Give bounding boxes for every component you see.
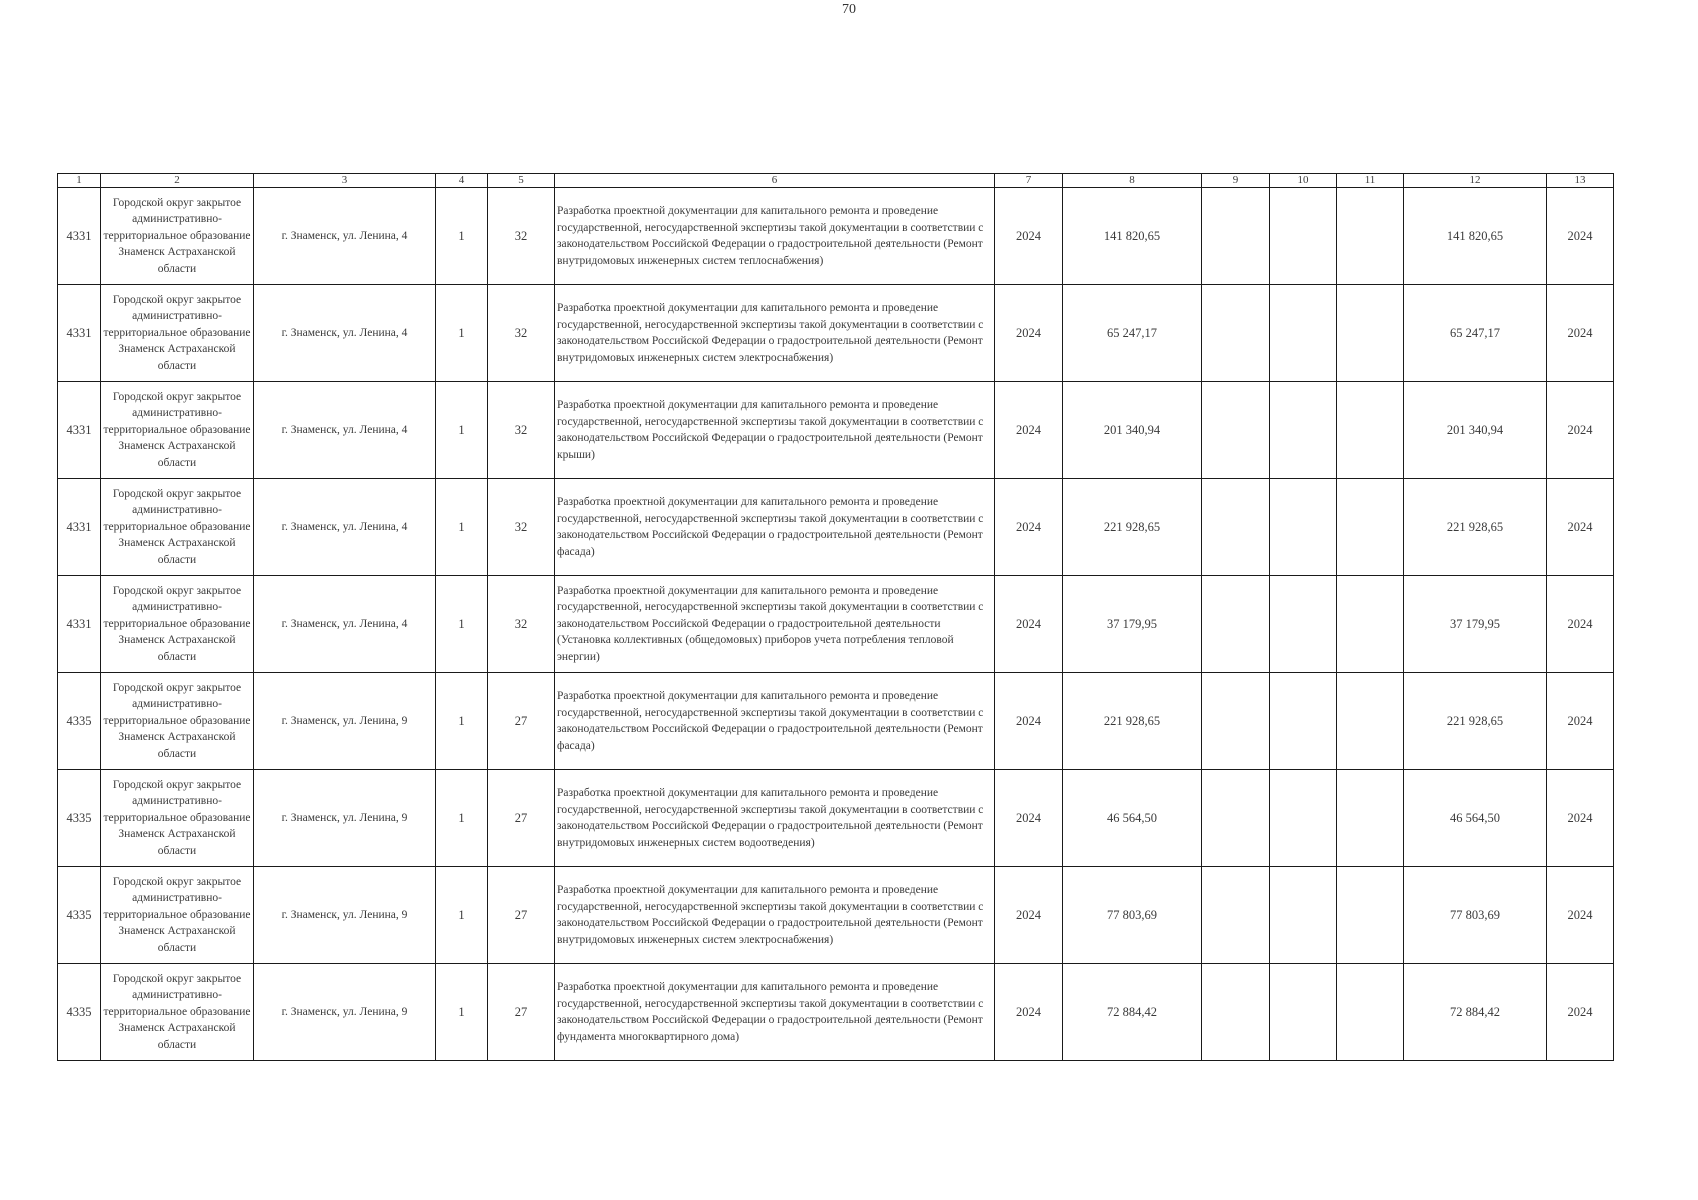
municipality-cell: Городской округ закрытое административно-территориальное образование Знаменск Астраханской области bbox=[101, 285, 254, 382]
column-4-cell: 1 bbox=[436, 770, 488, 867]
column-4-cell: 1 bbox=[436, 964, 488, 1061]
funding-amount-cell: 46 564,50 bbox=[1404, 770, 1547, 867]
funding-amount-cell: 77 803,69 bbox=[1404, 867, 1547, 964]
column-10-cell bbox=[1270, 479, 1337, 576]
table-body bbox=[58, 188, 1614, 1061]
funding-amount-cell: 72 884,42 bbox=[1404, 964, 1547, 1061]
funding-amount-cell: 65 247,17 bbox=[1404, 285, 1547, 382]
funding-amount-cell: 141 820,65 bbox=[1404, 188, 1547, 285]
total-cost-cell: 65 247,17 bbox=[1063, 285, 1202, 382]
column-11-cell bbox=[1337, 382, 1404, 479]
page-number: 70 bbox=[842, 2, 856, 17]
column-9-cell bbox=[1202, 964, 1270, 1061]
table-row bbox=[58, 576, 1614, 673]
column-10-cell bbox=[1270, 188, 1337, 285]
column-4-cell: 1 bbox=[436, 188, 488, 285]
column-header: 11 bbox=[1337, 174, 1404, 188]
column-11-cell bbox=[1337, 576, 1404, 673]
object-id-cell: 4335 bbox=[58, 867, 101, 964]
municipality-cell: Городской округ закрытое административно-территориальное образование Знаменск Астраханской области bbox=[101, 673, 254, 770]
total-cost-cell: 221 928,65 bbox=[1063, 673, 1202, 770]
column-number-row bbox=[58, 174, 1614, 188]
address-cell: г. Знаменск, ул. Ленина, 4 bbox=[254, 576, 436, 673]
table-row bbox=[58, 673, 1614, 770]
column-10-cell bbox=[1270, 770, 1337, 867]
table-row bbox=[58, 479, 1614, 576]
column-4-cell: 1 bbox=[436, 382, 488, 479]
work-description-cell: Разработка проектной документации для капитального ремонта и проведение государственной, негосударственной экспертизы такой документации в соответствии с законодательством Российской Федерации о градостроительной деятельности (Ремонт фасада) bbox=[555, 673, 995, 770]
address-cell: г. Знаменск, ул. Ленина, 4 bbox=[254, 479, 436, 576]
column-11-cell bbox=[1337, 188, 1404, 285]
year-cell: 2024 bbox=[995, 188, 1063, 285]
work-description-cell: Разработка проектной документации для капитального ремонта и проведение государственной, негосударственной экспертизы такой документации в соответствии с законодательством Российской Федерации о градостроительной деятельности (Ремонт фундамента многоквартирного дома) bbox=[555, 964, 995, 1061]
column-header: 4 bbox=[436, 174, 488, 188]
column-header: 3 bbox=[254, 174, 436, 188]
column-5-cell: 27 bbox=[488, 964, 555, 1061]
column-header: 5 bbox=[488, 174, 555, 188]
column-header: 2 bbox=[101, 174, 254, 188]
funding-amount-cell: 201 340,94 bbox=[1404, 382, 1547, 479]
total-cost-cell: 221 928,65 bbox=[1063, 479, 1202, 576]
column-5-cell: 32 bbox=[488, 576, 555, 673]
year-cell: 2024 bbox=[995, 285, 1063, 382]
column-10-cell bbox=[1270, 673, 1337, 770]
column-11-cell bbox=[1337, 285, 1404, 382]
year-cell: 2024 bbox=[995, 576, 1063, 673]
total-cost-cell: 201 340,94 bbox=[1063, 382, 1202, 479]
column-4-cell: 1 bbox=[436, 867, 488, 964]
column-header: 13 bbox=[1547, 174, 1614, 188]
total-cost-cell: 72 884,42 bbox=[1063, 964, 1202, 1061]
column-10-cell bbox=[1270, 576, 1337, 673]
work-description-cell: Разработка проектной документации для капитального ремонта и проведение государственной, негосударственной экспертизы такой документации в соответствии с законодательством Российской Федерации о градостроительной деятельности (Ремонт внутридомовых инженерных систем теплоснабжения) bbox=[555, 188, 995, 285]
column-10-cell bbox=[1270, 964, 1337, 1061]
total-cost-cell: 37 179,95 bbox=[1063, 576, 1202, 673]
column-9-cell bbox=[1202, 673, 1270, 770]
column-header: 9 bbox=[1202, 174, 1270, 188]
year-cell: 2024 bbox=[995, 382, 1063, 479]
address-cell: г. Знаменск, ул. Ленина, 9 bbox=[254, 673, 436, 770]
object-id-cell: 4331 bbox=[58, 382, 101, 479]
municipality-cell: Городской округ закрытое административно-территориальное образование Знаменск Астраханской области bbox=[101, 770, 254, 867]
column-9-cell bbox=[1202, 382, 1270, 479]
year-cell: 2024 bbox=[995, 479, 1063, 576]
completion-year-cell: 2024 bbox=[1547, 285, 1614, 382]
object-id-cell: 4335 bbox=[58, 964, 101, 1061]
column-4-cell: 1 bbox=[436, 673, 488, 770]
column-5-cell: 32 bbox=[488, 285, 555, 382]
completion-year-cell: 2024 bbox=[1547, 188, 1614, 285]
municipality-cell: Городской округ закрытое административно-территориальное образование Знаменск Астраханской области bbox=[101, 867, 254, 964]
work-description-cell: Разработка проектной документации для капитального ремонта и проведение государственной, негосударственной экспертизы такой документации в соответствии с законодательством Российской Федерации о градостроительной деятельности (Ремонт крыши) bbox=[555, 382, 995, 479]
table-row bbox=[58, 867, 1614, 964]
table-row bbox=[58, 285, 1614, 382]
table-row bbox=[58, 964, 1614, 1061]
work-description-cell: Разработка проектной документации для капитального ремонта и проведение государственной, негосударственной экспертизы такой документации в соответствии с законодательством Российской Федерации о градостроительной деятельности (Установка коллективных (общедомовых) приборов учета потребления тепловой энергии) bbox=[555, 576, 995, 673]
funding-amount-cell: 221 928,65 bbox=[1404, 673, 1547, 770]
object-id-cell: 4331 bbox=[58, 285, 101, 382]
column-header: 7 bbox=[995, 174, 1063, 188]
year-cell: 2024 bbox=[995, 673, 1063, 770]
column-header: 12 bbox=[1404, 174, 1547, 188]
total-cost-cell: 141 820,65 bbox=[1063, 188, 1202, 285]
total-cost-cell: 77 803,69 bbox=[1063, 867, 1202, 964]
object-id-cell: 4331 bbox=[58, 479, 101, 576]
funding-amount-cell: 37 179,95 bbox=[1404, 576, 1547, 673]
column-10-cell bbox=[1270, 382, 1337, 479]
column-10-cell bbox=[1270, 867, 1337, 964]
address-cell: г. Знаменск, ул. Ленина, 4 bbox=[254, 188, 436, 285]
work-description-cell: Разработка проектной документации для капитального ремонта и проведение государственной, негосударственной экспертизы такой документации в соответствии с законодательством Российской Федерации о градостроительной деятельности (Ремонт фасада) bbox=[555, 479, 995, 576]
address-cell: г. Знаменск, ул. Ленина, 9 bbox=[254, 964, 436, 1061]
column-5-cell: 27 bbox=[488, 770, 555, 867]
column-header: 8 bbox=[1063, 174, 1202, 188]
column-5-cell: 32 bbox=[488, 479, 555, 576]
registry-table bbox=[57, 173, 1614, 1061]
funding-amount-cell: 221 928,65 bbox=[1404, 479, 1547, 576]
address-cell: г. Знаменск, ул. Ленина, 9 bbox=[254, 867, 436, 964]
completion-year-cell: 2024 bbox=[1547, 770, 1614, 867]
municipality-cell: Городской округ закрытое административно-территориальное образование Знаменск Астраханской области bbox=[101, 479, 254, 576]
work-description-cell: Разработка проектной документации для капитального ремонта и проведение государственной, негосударственной экспертизы такой документации в соответствии с законодательством Российской Федерации о градостроительной деятельности (Ремонт внутридомовых инженерных систем водоотведения) bbox=[555, 770, 995, 867]
column-9-cell bbox=[1202, 867, 1270, 964]
completion-year-cell: 2024 bbox=[1547, 479, 1614, 576]
column-11-cell bbox=[1337, 964, 1404, 1061]
completion-year-cell: 2024 bbox=[1547, 964, 1614, 1061]
object-id-cell: 4335 bbox=[58, 673, 101, 770]
column-header: 6 bbox=[555, 174, 995, 188]
work-description-cell: Разработка проектной документации для капитального ремонта и проведение государственной, негосударственной экспертизы такой документации в соответствии с законодательством Российской Федерации о градостроительной деятельности (Ремонт внутридомовых инженерных систем электроснабжения) bbox=[555, 867, 995, 964]
column-9-cell bbox=[1202, 576, 1270, 673]
year-cell: 2024 bbox=[995, 770, 1063, 867]
year-cell: 2024 bbox=[995, 964, 1063, 1061]
year-cell: 2024 bbox=[995, 867, 1063, 964]
column-9-cell bbox=[1202, 285, 1270, 382]
total-cost-cell: 46 564,50 bbox=[1063, 770, 1202, 867]
completion-year-cell: 2024 bbox=[1547, 673, 1614, 770]
column-5-cell: 27 bbox=[488, 673, 555, 770]
column-header: 1 bbox=[58, 174, 101, 188]
column-11-cell bbox=[1337, 770, 1404, 867]
completion-year-cell: 2024 bbox=[1547, 867, 1614, 964]
address-cell: г. Знаменск, ул. Ленина, 9 bbox=[254, 770, 436, 867]
completion-year-cell: 2024 bbox=[1547, 382, 1614, 479]
municipality-cell: Городской округ закрытое административно-территориальное образование Знаменск Астраханской области bbox=[101, 964, 254, 1061]
completion-year-cell: 2024 bbox=[1547, 576, 1614, 673]
column-header: 10 bbox=[1270, 174, 1337, 188]
municipality-cell: Городской округ закрытое административно-территориальное образование Знаменск Астраханской области bbox=[101, 382, 254, 479]
column-4-cell: 1 bbox=[436, 285, 488, 382]
column-11-cell bbox=[1337, 673, 1404, 770]
column-10-cell bbox=[1270, 285, 1337, 382]
column-5-cell: 32 bbox=[488, 188, 555, 285]
table-row bbox=[58, 770, 1614, 867]
column-11-cell bbox=[1337, 479, 1404, 576]
column-4-cell: 1 bbox=[436, 576, 488, 673]
table-row bbox=[58, 382, 1614, 479]
column-11-cell bbox=[1337, 867, 1404, 964]
object-id-cell: 4331 bbox=[58, 188, 101, 285]
municipality-cell: Городской округ закрытое административно-территориальное образование Знаменск Астраханской области bbox=[101, 188, 254, 285]
column-5-cell: 27 bbox=[488, 867, 555, 964]
object-id-cell: 4331 bbox=[58, 576, 101, 673]
object-id-cell: 4335 bbox=[58, 770, 101, 867]
column-9-cell bbox=[1202, 479, 1270, 576]
table-row bbox=[58, 188, 1614, 285]
column-4-cell: 1 bbox=[436, 479, 488, 576]
column-9-cell bbox=[1202, 770, 1270, 867]
work-description-cell: Разработка проектной документации для капитального ремонта и проведение государственной, негосударственной экспертизы такой документации в соответствии с законодательством Российской Федерации о градостроительной деятельности (Ремонт внутридомовых инженерных систем электроснабжения) bbox=[555, 285, 995, 382]
column-5-cell: 32 bbox=[488, 382, 555, 479]
column-9-cell bbox=[1202, 188, 1270, 285]
address-cell: г. Знаменск, ул. Ленина, 4 bbox=[254, 285, 436, 382]
address-cell: г. Знаменск, ул. Ленина, 4 bbox=[254, 382, 436, 479]
municipality-cell: Городской округ закрытое административно-территориальное образование Знаменск Астраханской области bbox=[101, 576, 254, 673]
